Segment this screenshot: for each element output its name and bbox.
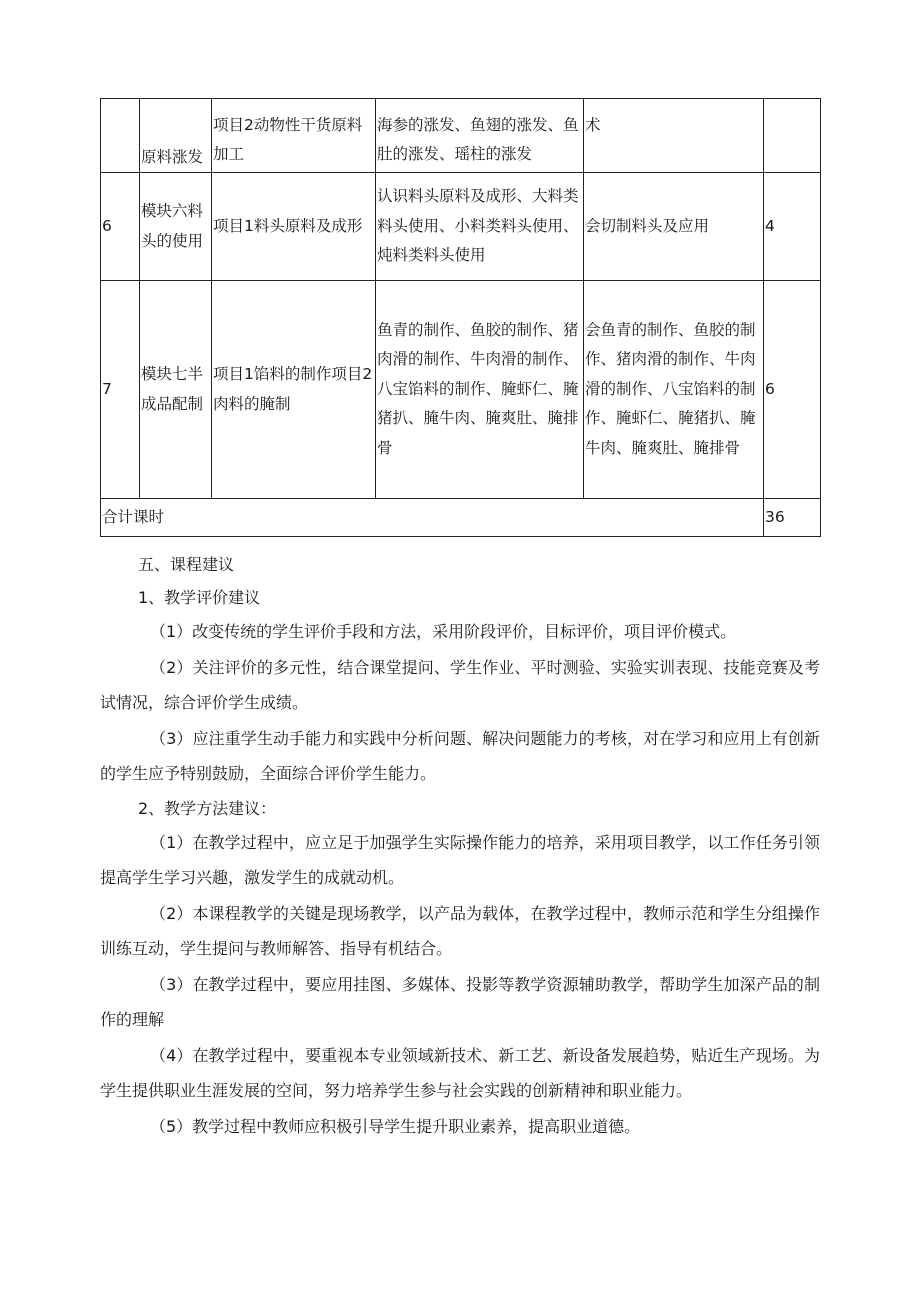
course-module-table (100, 98, 821, 537)
requirement-cell: 会鱼青的制作、鱼胶的制作、猪肉滑的制作、牛肉滑的制作、八宝馅料的制作、腌虾仁、腌猪扒、腌牛肉、腌爽肚、腌排骨 (584, 281, 764, 499)
hours-cell: 6 (764, 281, 821, 499)
hours-cell: 4 (764, 173, 821, 281)
course-suggestions-section (0, 548, 920, 1144)
method-item: （3）在教学过程中，要应用挂图、多媒体、投影等教学资源辅助教学，帮助学生加深产品的制作的理解 (100, 974, 820, 1029)
module-name-cell: 原料涨发 (140, 99, 212, 173)
table-row (101, 281, 821, 499)
eval-item: （1）改变传统的学生评价手段和方法，采用阶段评价，目标评价，项目评价模式。 (150, 622, 737, 641)
project-text: 项目2动物性干货原料加工 (213, 116, 363, 164)
content-cell (376, 99, 584, 173)
project-cell (212, 99, 376, 173)
section-heading: 五、课程建议 (138, 555, 235, 574)
method-heading: 2、教学方法建议： (138, 798, 277, 818)
requirement-text: 术 (585, 116, 601, 134)
project-cell: 项目1馅料的制作项目2肉料的腌制 (212, 281, 376, 499)
content-text: 海参的涨发、鱼翅的涨发、鱼肚的涨发、瑶柱的涨发 (377, 116, 579, 164)
total-label-cell: 合计课时 (101, 499, 764, 537)
module-name-cell: 模块六料头的使用 (140, 173, 212, 281)
table-total-row (101, 499, 821, 537)
method-item: （4）在教学过程中，要重视本专业领域新技术、新工艺、新设备发展趋势，贴近生产现场。为学生提供职业生涯发展的空间，努力培养学生参与社会实践的创新精神和职业能力。 (100, 1045, 820, 1100)
table-row (101, 173, 821, 281)
method-item: （1）在教学过程中，应立足于加强学生实际操作能力的培养，采用项目教学，以工作任务引领提高学生学习兴趣，激发学生的成就动机。 (100, 832, 820, 887)
row-number-cell: 7 (101, 281, 140, 499)
method-item: （2）本课程教学的关键是现场教学，以产品为载体，在教学过程中，教师示范和学生分组操作训练互动，学生提问与教师解答、指导有机结合。 (100, 903, 820, 958)
eval-item: （3）应注重学生动手能力和实践中分析问题、解决问题能力的考核，对在学习和应用上有创新的学生应予特别鼓励，全面综合评价学生能力。 (100, 728, 820, 783)
requirement-cell (584, 99, 764, 173)
row-number-cell (101, 99, 140, 173)
hours-cell (764, 99, 821, 173)
content-cell: 认识料头原料及成形、大料类料头使用、小料类料头使用、炖料类料头使用 (376, 173, 584, 281)
requirement-cell: 会切制料头及应用 (584, 173, 764, 281)
content-cell: 鱼青的制作、鱼胶的制作、猪肉滑的制作、牛肉滑的制作、八宝馅料的制作、腌虾仁、腌猪扒、腌牛肉、腌爽肚、腌排骨 (376, 281, 584, 499)
module-name-cell: 模块七半成品配制 (140, 281, 212, 499)
eval-heading: 1、教学评价建议 (138, 588, 261, 607)
total-hours-cell: 36 (764, 499, 821, 537)
project-cell: 项目1料头原料及成形 (212, 173, 376, 281)
row-number-cell: 6 (101, 173, 140, 281)
eval-item: （2）关注评价的多元性，结合课堂提问、学生作业、平时测验、实验实训表现、技能竞赛及考试情况，综合评价学生成绩。 (100, 657, 820, 712)
method-item: （5）教学过程中教师应积极引导学生提升职业素养，提高职业道德。 (150, 1116, 641, 1136)
table-row (101, 99, 821, 173)
